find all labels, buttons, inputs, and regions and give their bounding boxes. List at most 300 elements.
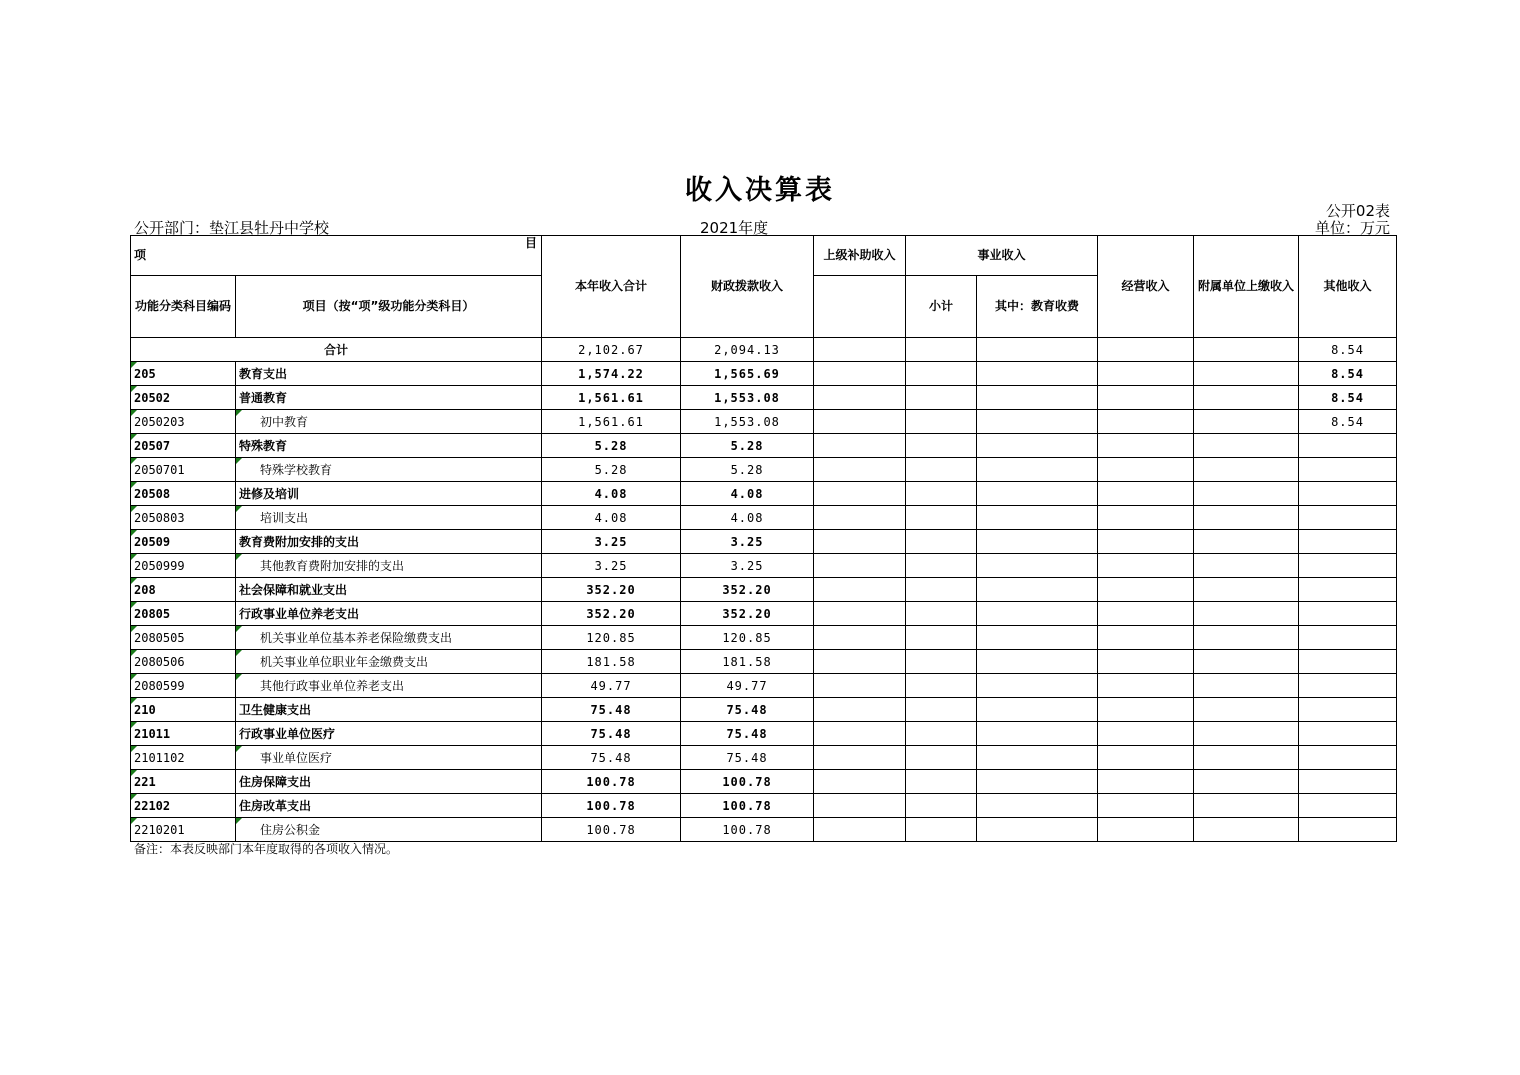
affiliate-cell bbox=[1194, 818, 1299, 842]
table-row bbox=[131, 818, 1397, 842]
name-cell: 住房保障支出 bbox=[236, 770, 542, 794]
other-cell bbox=[1299, 698, 1397, 722]
code-text: 2080599 bbox=[134, 678, 185, 693]
cell-marker-icon bbox=[131, 746, 137, 752]
superior-cell bbox=[814, 674, 906, 698]
other-cell bbox=[1299, 434, 1397, 458]
name-text: 住房公积金 bbox=[260, 823, 321, 837]
code-cell bbox=[131, 362, 236, 386]
name-cell: 教育支出 bbox=[236, 362, 542, 386]
total-cell: 75.48 bbox=[542, 746, 681, 770]
code-text: 20507 bbox=[134, 438, 171, 453]
header-superior-spacer bbox=[814, 276, 906, 338]
unit-label: 单位：万元 bbox=[1314, 219, 1390, 237]
affiliate-cell bbox=[1194, 410, 1299, 434]
superior-cell bbox=[814, 458, 906, 482]
affiliate-cell bbox=[1194, 458, 1299, 482]
code-text: 20509 bbox=[134, 534, 171, 549]
other-cell bbox=[1299, 602, 1397, 626]
edu-fee-cell bbox=[977, 386, 1098, 410]
edu-fee-cell bbox=[977, 434, 1098, 458]
table-row bbox=[131, 602, 1397, 626]
superior-cell bbox=[814, 722, 906, 746]
total-cell: 120.85 bbox=[542, 626, 681, 650]
name-cell bbox=[236, 746, 542, 770]
other-cell: 8.54 bbox=[1299, 386, 1397, 410]
operating-cell bbox=[1098, 626, 1194, 650]
table-row bbox=[131, 362, 1397, 386]
other-cell bbox=[1299, 794, 1397, 818]
name-cell bbox=[236, 554, 542, 578]
other-cell: 8.54 bbox=[1299, 362, 1397, 386]
name-cell bbox=[236, 410, 542, 434]
cell-marker-icon bbox=[236, 458, 242, 464]
name-cell: 卫生健康支出 bbox=[236, 698, 542, 722]
other-cell bbox=[1299, 458, 1397, 482]
table-row bbox=[131, 386, 1397, 410]
edu-fee-cell bbox=[977, 482, 1098, 506]
table-row bbox=[131, 578, 1397, 602]
edu-fee-cell bbox=[977, 554, 1098, 578]
header-code: 功能分类科目编码 bbox=[131, 276, 236, 338]
name-cell bbox=[236, 506, 542, 530]
code-text: 2080506 bbox=[134, 654, 185, 669]
fiscal-cell: 3.25 bbox=[681, 554, 814, 578]
fiscal-cell: 100.78 bbox=[681, 818, 814, 842]
name-cell bbox=[236, 626, 542, 650]
fiscal-cell: 75.48 bbox=[681, 746, 814, 770]
cell-marker-icon bbox=[236, 626, 242, 632]
name-text: 机关事业单位职业年金缴费支出 bbox=[260, 655, 429, 669]
code-text: 21011 bbox=[134, 726, 171, 741]
header-superior: 上级补助收入 bbox=[814, 236, 906, 276]
code-text: 2050803 bbox=[134, 510, 185, 525]
subtotal-cell bbox=[906, 770, 977, 794]
affiliate-cell bbox=[1194, 386, 1299, 410]
total-cell: 352.20 bbox=[542, 602, 681, 626]
cell-marker-icon bbox=[131, 626, 137, 632]
total-row bbox=[131, 338, 1397, 362]
name-cell: 行政事业单位医疗 bbox=[236, 722, 542, 746]
other-cell bbox=[1299, 818, 1397, 842]
form-number: 公开02表 bbox=[1325, 202, 1390, 220]
table-row bbox=[131, 722, 1397, 746]
fiscal-cell: 120.85 bbox=[681, 626, 814, 650]
fiscal-cell: 4.08 bbox=[681, 506, 814, 530]
fiscal-cell: 3.25 bbox=[681, 530, 814, 554]
superior-cell bbox=[814, 794, 906, 818]
edu-fee-cell bbox=[977, 794, 1098, 818]
name-text: 初中教育 bbox=[260, 415, 309, 429]
edu-fee-cell bbox=[977, 578, 1098, 602]
total-cell: 100.78 bbox=[542, 794, 681, 818]
table-row bbox=[131, 434, 1397, 458]
code-cell bbox=[131, 458, 236, 482]
superior-cell bbox=[814, 578, 906, 602]
total-cell: 4.08 bbox=[542, 482, 681, 506]
code-cell bbox=[131, 674, 236, 698]
subtotal-cell bbox=[906, 386, 977, 410]
name-text: 其他教育费附加安排的支出 bbox=[260, 559, 405, 573]
code-text: 2101102 bbox=[134, 750, 185, 765]
total-cell: 181.58 bbox=[542, 650, 681, 674]
fiscal-cell: 100.78 bbox=[681, 794, 814, 818]
operating-cell bbox=[1098, 386, 1194, 410]
total-cell: 75.48 bbox=[542, 698, 681, 722]
code-text: 2050701 bbox=[134, 462, 185, 477]
header-total: 本年收入合计 bbox=[542, 236, 681, 338]
fiscal-cell: 75.48 bbox=[681, 722, 814, 746]
superior-cell bbox=[814, 338, 906, 362]
header-other: 其他收入 bbox=[1299, 236, 1397, 338]
fiscal-cell: 49.77 bbox=[681, 674, 814, 698]
table-row bbox=[131, 674, 1397, 698]
subtotal-cell bbox=[906, 362, 977, 386]
total-cell: 100.78 bbox=[542, 818, 681, 842]
table-row bbox=[131, 530, 1397, 554]
other-cell: 8.54 bbox=[1299, 338, 1397, 362]
table-row bbox=[131, 698, 1397, 722]
other-cell bbox=[1299, 578, 1397, 602]
operating-cell bbox=[1098, 338, 1194, 362]
code-cell bbox=[131, 650, 236, 674]
total-cell: 49.77 bbox=[542, 674, 681, 698]
subtotal-cell bbox=[906, 338, 977, 362]
name-cell: 特殊教育 bbox=[236, 434, 542, 458]
affiliate-cell bbox=[1194, 674, 1299, 698]
subtotal-cell bbox=[906, 722, 977, 746]
code-cell bbox=[131, 578, 236, 602]
total-cell: 100.78 bbox=[542, 770, 681, 794]
cell-marker-icon bbox=[236, 650, 242, 656]
subtotal-cell bbox=[906, 434, 977, 458]
affiliate-cell bbox=[1194, 506, 1299, 530]
cell-marker-icon bbox=[131, 482, 137, 488]
table-body bbox=[131, 338, 1397, 842]
other-cell bbox=[1299, 650, 1397, 674]
edu-fee-cell bbox=[977, 410, 1098, 434]
code-cell bbox=[131, 698, 236, 722]
fiscal-cell: 1,553.08 bbox=[681, 386, 814, 410]
code-cell bbox=[131, 482, 236, 506]
fiscal-cell: 352.20 bbox=[681, 602, 814, 626]
total-cell: 5.28 bbox=[542, 434, 681, 458]
affiliate-cell bbox=[1194, 578, 1299, 602]
edu-fee-cell bbox=[977, 674, 1098, 698]
code-cell bbox=[131, 794, 236, 818]
affiliate-cell bbox=[1194, 650, 1299, 674]
edu-fee-cell bbox=[977, 530, 1098, 554]
cell-marker-icon bbox=[131, 650, 137, 656]
fiscal-year: 2021年度 bbox=[700, 219, 769, 237]
table-row bbox=[131, 482, 1397, 506]
code-text: 205 bbox=[134, 366, 156, 381]
fiscal-cell: 1,565.69 bbox=[681, 362, 814, 386]
table-row bbox=[131, 554, 1397, 578]
name-cell bbox=[236, 458, 542, 482]
code-cell bbox=[131, 602, 236, 626]
header-xiang: 项 bbox=[134, 248, 147, 262]
name-cell: 行政事业单位养老支出 bbox=[236, 602, 542, 626]
affiliate-cell bbox=[1194, 554, 1299, 578]
cell-marker-icon bbox=[131, 458, 137, 464]
total-label: 合计 bbox=[131, 338, 542, 362]
cell-marker-icon bbox=[131, 530, 137, 536]
total-cell: 352.20 bbox=[542, 578, 681, 602]
code-text: 208 bbox=[134, 582, 156, 597]
edu-fee-cell bbox=[977, 650, 1098, 674]
superior-cell bbox=[814, 602, 906, 626]
table-row bbox=[131, 626, 1397, 650]
page-title: 收入决算表 bbox=[685, 175, 835, 206]
operating-cell bbox=[1098, 458, 1194, 482]
subtotal-cell bbox=[906, 650, 977, 674]
affiliate-cell bbox=[1194, 770, 1299, 794]
superior-cell bbox=[814, 362, 906, 386]
operating-cell bbox=[1098, 746, 1194, 770]
header-fiscal: 财政拨款收入 bbox=[681, 236, 814, 338]
code-cell bbox=[131, 434, 236, 458]
superior-cell bbox=[814, 770, 906, 794]
subtotal-cell bbox=[906, 458, 977, 482]
code-cell bbox=[131, 770, 236, 794]
table-row bbox=[131, 410, 1397, 434]
header-business: 事业收入 bbox=[906, 236, 1098, 276]
fiscal-cell: 1,553.08 bbox=[681, 410, 814, 434]
total-cell: 4.08 bbox=[542, 506, 681, 530]
subtotal-cell bbox=[906, 506, 977, 530]
cell-marker-icon bbox=[131, 362, 137, 368]
superior-cell bbox=[814, 482, 906, 506]
operating-cell bbox=[1098, 578, 1194, 602]
subtotal-cell bbox=[906, 794, 977, 818]
fiscal-cell: 181.58 bbox=[681, 650, 814, 674]
affiliate-cell bbox=[1194, 602, 1299, 626]
cell-marker-icon bbox=[131, 674, 137, 680]
total-cell: 3.25 bbox=[542, 554, 681, 578]
code-cell bbox=[131, 506, 236, 530]
subtotal-cell bbox=[906, 626, 977, 650]
affiliate-cell bbox=[1194, 698, 1299, 722]
other-cell bbox=[1299, 722, 1397, 746]
affiliate-cell bbox=[1194, 338, 1299, 362]
edu-fee-cell bbox=[977, 698, 1098, 722]
superior-cell bbox=[814, 746, 906, 770]
operating-cell bbox=[1098, 434, 1194, 458]
total-cell: 75.48 bbox=[542, 722, 681, 746]
code-text: 2050203 bbox=[134, 414, 185, 429]
total-cell: 5.28 bbox=[542, 458, 681, 482]
cell-marker-icon bbox=[131, 770, 137, 776]
superior-cell bbox=[814, 554, 906, 578]
cell-marker-icon bbox=[131, 506, 137, 512]
operating-cell bbox=[1098, 674, 1194, 698]
superior-cell bbox=[814, 626, 906, 650]
total-cell: 3.25 bbox=[542, 530, 681, 554]
name-cell bbox=[236, 650, 542, 674]
header-operating: 经营收入 bbox=[1098, 236, 1194, 338]
code-text: 2080505 bbox=[134, 630, 185, 645]
other-cell bbox=[1299, 626, 1397, 650]
operating-cell bbox=[1098, 554, 1194, 578]
fiscal-cell: 100.78 bbox=[681, 770, 814, 794]
other-cell bbox=[1299, 746, 1397, 770]
subtotal-cell bbox=[906, 410, 977, 434]
cell-marker-icon bbox=[131, 794, 137, 800]
name-cell: 住房改革支出 bbox=[236, 794, 542, 818]
affiliate-cell bbox=[1194, 482, 1299, 506]
superior-cell bbox=[814, 386, 906, 410]
department-label: 公开部门：垫江县牡丹中学校 bbox=[134, 219, 330, 237]
total-cell: 2,102.67 bbox=[542, 338, 681, 362]
affiliate-cell bbox=[1194, 434, 1299, 458]
code-cell bbox=[131, 530, 236, 554]
fiscal-cell: 2,094.13 bbox=[681, 338, 814, 362]
affiliate-cell bbox=[1194, 362, 1299, 386]
cell-marker-icon bbox=[236, 506, 242, 512]
other-cell bbox=[1299, 530, 1397, 554]
name-text: 其他行政事业单位养老支出 bbox=[260, 679, 405, 693]
name-cell: 社会保障和就业支出 bbox=[236, 578, 542, 602]
other-cell bbox=[1299, 674, 1397, 698]
edu-fee-cell bbox=[977, 458, 1098, 482]
subtotal-cell bbox=[906, 530, 977, 554]
name-text: 特殊学校教育 bbox=[260, 463, 333, 477]
operating-cell bbox=[1098, 794, 1194, 818]
other-cell: 8.54 bbox=[1299, 410, 1397, 434]
affiliate-cell bbox=[1194, 722, 1299, 746]
edu-fee-cell bbox=[977, 362, 1098, 386]
edu-fee-cell bbox=[977, 818, 1098, 842]
subtotal-cell bbox=[906, 554, 977, 578]
name-cell: 普通教育 bbox=[236, 386, 542, 410]
name-cell bbox=[236, 818, 542, 842]
cell-marker-icon bbox=[236, 674, 242, 680]
code-text: 221 bbox=[134, 774, 156, 789]
operating-cell bbox=[1098, 818, 1194, 842]
superior-cell bbox=[814, 434, 906, 458]
cell-marker-icon bbox=[236, 410, 242, 416]
total-cell: 1,561.61 bbox=[542, 386, 681, 410]
header-edu-fee: 其中：教育收费 bbox=[977, 276, 1098, 338]
superior-cell bbox=[814, 650, 906, 674]
operating-cell bbox=[1098, 362, 1194, 386]
cell-marker-icon bbox=[131, 434, 137, 440]
code-text: 210 bbox=[134, 702, 156, 717]
superior-cell bbox=[814, 506, 906, 530]
fiscal-cell: 4.08 bbox=[681, 482, 814, 506]
superior-cell bbox=[814, 818, 906, 842]
total-cell: 1,574.22 bbox=[542, 362, 681, 386]
operating-cell bbox=[1098, 698, 1194, 722]
code-cell bbox=[131, 818, 236, 842]
operating-cell bbox=[1098, 650, 1194, 674]
subtotal-cell bbox=[906, 698, 977, 722]
subtotal-cell bbox=[906, 674, 977, 698]
cell-marker-icon bbox=[131, 818, 137, 824]
total-cell: 1,561.61 bbox=[542, 410, 681, 434]
code-text: 22102 bbox=[134, 798, 171, 813]
cell-marker-icon bbox=[131, 554, 137, 560]
table-row bbox=[131, 770, 1397, 794]
name-cell: 进修及培训 bbox=[236, 482, 542, 506]
table-row bbox=[131, 506, 1397, 530]
header-item-group bbox=[131, 236, 542, 276]
cell-marker-icon bbox=[131, 698, 137, 704]
subtotal-cell bbox=[906, 818, 977, 842]
affiliate-cell bbox=[1194, 794, 1299, 818]
fiscal-cell: 5.28 bbox=[681, 458, 814, 482]
fiscal-cell: 75.48 bbox=[681, 698, 814, 722]
header-name: 项目（按“项”级功能分类科目） bbox=[236, 276, 542, 338]
code-text: 20508 bbox=[134, 486, 171, 501]
operating-cell bbox=[1098, 530, 1194, 554]
code-cell bbox=[131, 410, 236, 434]
name-cell: 教育费附加安排的支出 bbox=[236, 530, 542, 554]
cell-marker-icon bbox=[131, 410, 137, 416]
code-cell bbox=[131, 626, 236, 650]
affiliate-cell bbox=[1194, 530, 1299, 554]
operating-cell bbox=[1098, 482, 1194, 506]
header-affiliate: 附属单位上缴收入 bbox=[1194, 236, 1299, 338]
operating-cell bbox=[1098, 602, 1194, 626]
cell-marker-icon bbox=[131, 602, 137, 608]
superior-cell bbox=[814, 410, 906, 434]
other-cell bbox=[1299, 554, 1397, 578]
subtotal-cell bbox=[906, 578, 977, 602]
header-subtotal: 小计 bbox=[906, 276, 977, 338]
name-cell bbox=[236, 674, 542, 698]
table-row bbox=[131, 458, 1397, 482]
other-cell bbox=[1299, 770, 1397, 794]
code-cell bbox=[131, 722, 236, 746]
code-cell bbox=[131, 386, 236, 410]
code-text: 20502 bbox=[134, 390, 171, 405]
subtotal-cell bbox=[906, 746, 977, 770]
cell-marker-icon bbox=[236, 554, 242, 560]
code-cell bbox=[131, 554, 236, 578]
edu-fee-cell bbox=[977, 770, 1098, 794]
income-final-accounts-table bbox=[130, 235, 1397, 842]
edu-fee-cell bbox=[977, 338, 1098, 362]
cell-marker-icon bbox=[131, 722, 137, 728]
cell-marker-icon bbox=[131, 386, 137, 392]
income-table bbox=[130, 235, 1397, 842]
superior-cell bbox=[814, 530, 906, 554]
edu-fee-cell bbox=[977, 746, 1098, 770]
operating-cell bbox=[1098, 410, 1194, 434]
table-row bbox=[131, 650, 1397, 674]
affiliate-cell bbox=[1194, 626, 1299, 650]
edu-fee-cell bbox=[977, 626, 1098, 650]
operating-cell bbox=[1098, 770, 1194, 794]
name-text: 机关事业单位基本养老保险缴费支出 bbox=[260, 631, 453, 645]
subtotal-cell bbox=[906, 602, 977, 626]
other-cell bbox=[1299, 482, 1397, 506]
name-text: 培训支出 bbox=[260, 511, 309, 525]
code-text: 2210201 bbox=[134, 822, 185, 837]
cell-marker-icon bbox=[131, 578, 137, 584]
fiscal-cell: 352.20 bbox=[681, 578, 814, 602]
code-text: 2050999 bbox=[134, 558, 185, 573]
fiscal-cell: 5.28 bbox=[681, 434, 814, 458]
cell-marker-icon bbox=[236, 746, 242, 752]
operating-cell bbox=[1098, 506, 1194, 530]
other-cell bbox=[1299, 506, 1397, 530]
edu-fee-cell bbox=[977, 506, 1098, 530]
code-text: 20805 bbox=[134, 606, 171, 621]
subtotal-cell bbox=[906, 482, 977, 506]
